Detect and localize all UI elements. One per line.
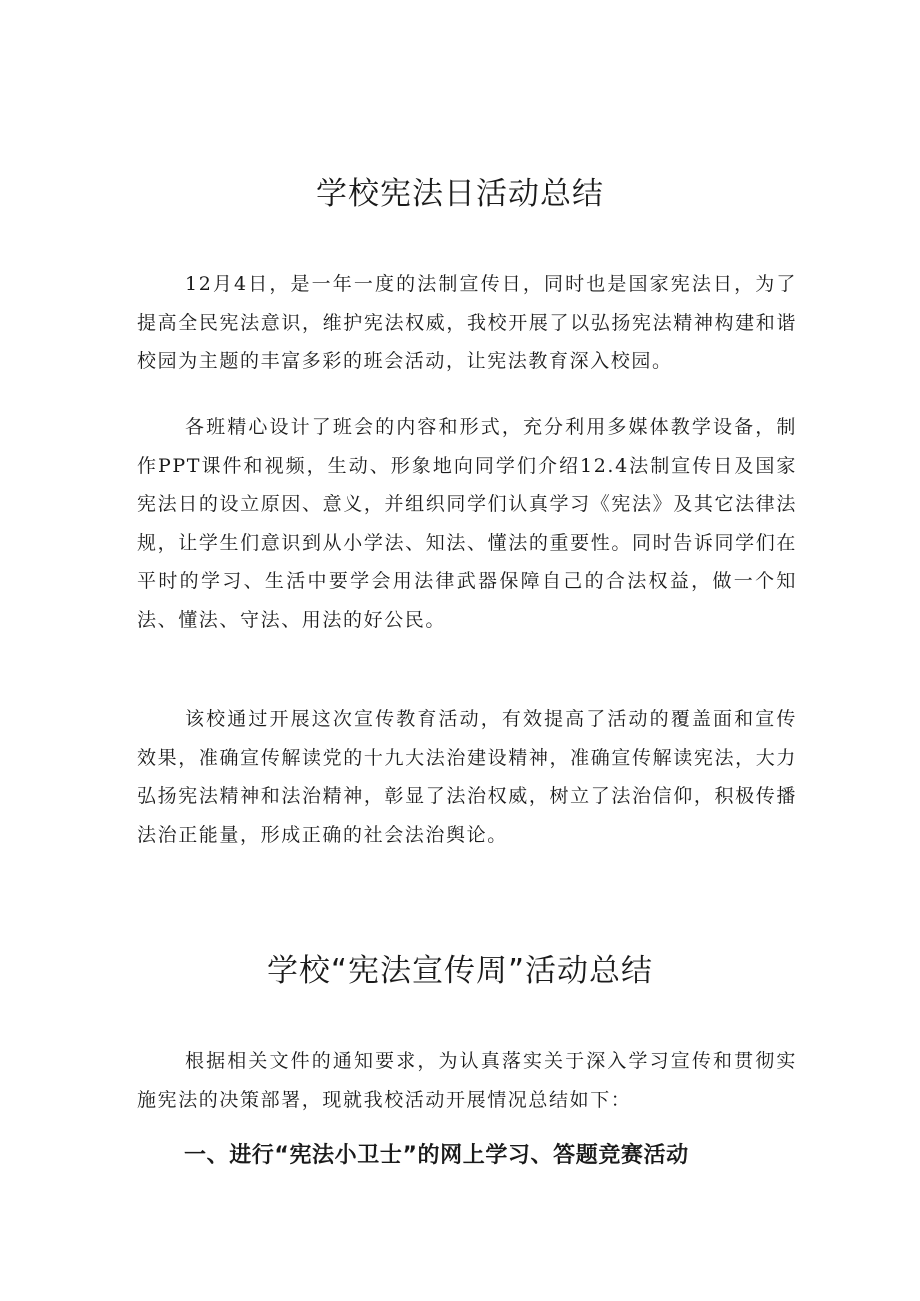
document-title: 学校宪法日活动总结 [316,176,604,212]
second-document-title: 学校“宪法宣传周”活动总结 [266,953,654,989]
paragraph-class-meeting: 各班精心设计了班会的内容和形式，充分利用多媒体教学设备，制作PPT课件和视频，生动、形象地向同学们介绍12.4法制宣传日及国家宪法日的设立原因、意义，并组织同学们认真学习《宪法》及其它法律法规，让学生们意识到从小学法、知法、懂法的重要性。同时告诉同学们在平时的学习、生活中要学会用法律武器保障自己的合法权益，做一个知法、懂法、守法、用法的好公民。 [137,416,797,631]
section-heading: 一、进行“宪法小卫士”的网上学习、答题竞赛活动 [184,1143,689,1168]
paragraph-effect: 该校通过开展这次宣传教育活动，有效提高了活动的覆盖面和宣传效果，准确宣传解读党的十九大法治建设精神，准确宣传解读宪法，大力弘扬宪法精神和法治精神，彰显了法治权威，树立了法治信仰，积极传播法治正能量，形成正确的社会法治舆论。 [137,708,797,846]
paragraph-intro: 12月4日，是一年一度的法制宣传日，同时也是国家宪法日，为了提高全民宪法意识，维护宪法权威，我校开展了以弘扬宪法精神构建和谐校园为主题的丰富多彩的班会活动，让宪法教育深入校园。 [137,273,797,372]
paragraph-notice: 根据相关文件的通知要求，为认真落实关于深入学习宣传和贯彻实施宪法的决策部署，现就我校活动开展情况总结如下： [137,1050,797,1111]
